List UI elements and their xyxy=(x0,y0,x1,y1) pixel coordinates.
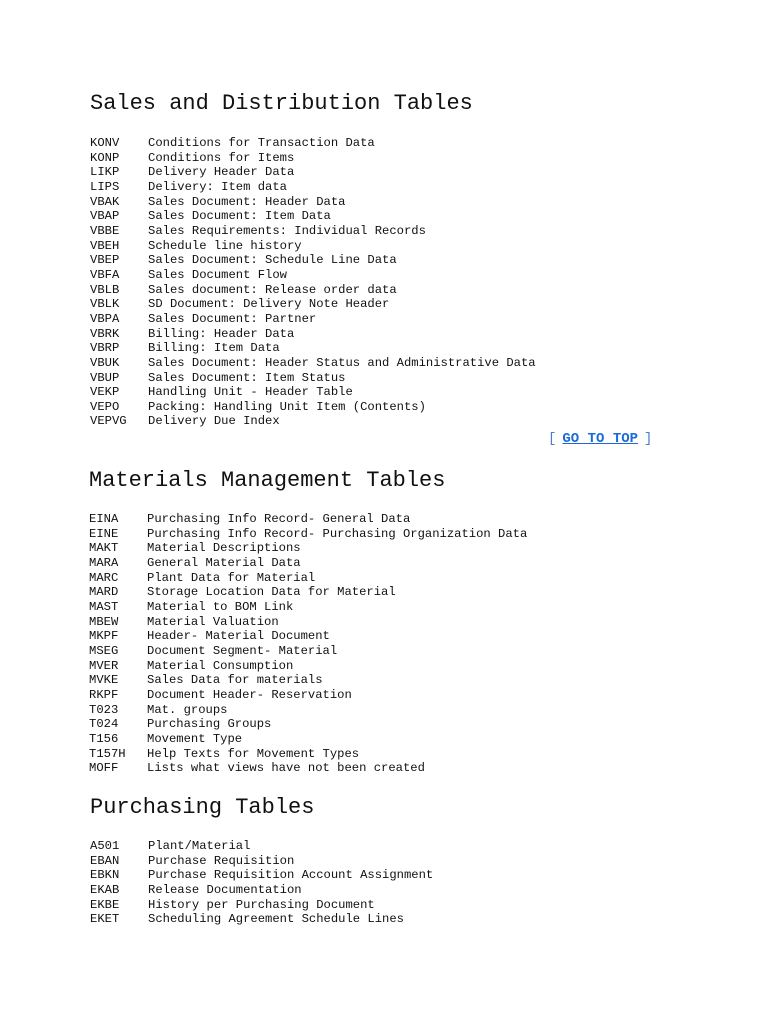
table-row xyxy=(90,854,690,869)
table-code: LIPS xyxy=(90,179,120,194)
table-row xyxy=(89,717,689,732)
bracket-open: [ xyxy=(548,431,557,447)
table-description: Sales document: Release order data xyxy=(148,282,397,297)
table-row xyxy=(89,629,689,644)
table-code: EINE xyxy=(89,526,119,541)
table-description: Document Header- Reservation xyxy=(147,687,352,702)
table-code: MARA xyxy=(89,555,119,570)
table-description: Sales Document: Item Data xyxy=(148,209,331,224)
table-code: EBAN xyxy=(90,853,120,868)
table-description: Sales Document Flow xyxy=(148,267,287,282)
table-description: Purchase Requisition Account Assignment xyxy=(148,868,434,883)
table-description: Material to BOM Link xyxy=(147,599,294,614)
table-description: Sales Document: Item Status xyxy=(148,370,346,385)
table-row xyxy=(89,541,689,556)
table-code: MAKT xyxy=(89,541,119,556)
table-description: Purchasing Info Record- General Data xyxy=(147,512,411,526)
sd-heading: Sales and Distribution Tables xyxy=(90,91,473,116)
table-row xyxy=(90,165,690,180)
table-description: Mat. groups xyxy=(147,702,228,717)
table-description: Plant/Material xyxy=(148,839,251,853)
table-description: Billing: Header Data xyxy=(148,326,295,341)
table-row xyxy=(89,512,689,527)
table-row xyxy=(90,839,690,854)
table-code: VBUK xyxy=(90,355,120,370)
table-description: Material Valuation xyxy=(147,614,279,629)
table-code: RKPF xyxy=(89,687,119,702)
table-description: General Material Data xyxy=(147,555,301,570)
table-code: VBBE xyxy=(90,223,120,238)
table-row xyxy=(90,283,690,298)
table-code: VEKP xyxy=(90,385,120,400)
table-code: KONV xyxy=(90,136,120,150)
pur-table-list xyxy=(90,839,690,927)
table-description: Conditions for Items xyxy=(148,150,295,165)
table-code: VBLK xyxy=(90,297,120,312)
table-description: Purchase Requisition xyxy=(148,853,295,868)
table-row xyxy=(90,268,690,283)
table-code: VEPVG xyxy=(90,414,127,429)
table-code: VBEH xyxy=(90,238,120,253)
table-code: VBLB xyxy=(90,282,120,297)
sd-table-list xyxy=(90,136,690,429)
table-code: MAST xyxy=(89,599,119,614)
table-row xyxy=(89,600,689,615)
table-code: VBAP xyxy=(90,209,120,224)
table-code: KONP xyxy=(90,150,120,165)
table-code: VBPA xyxy=(90,311,120,326)
table-description: SD Document: Delivery Note Header xyxy=(148,297,390,312)
table-description: Delivery Header Data xyxy=(148,165,295,180)
table-row xyxy=(89,688,689,703)
table-code: MSEG xyxy=(89,643,119,658)
go-to-top-nav xyxy=(548,430,652,448)
table-description: Billing: Item Data xyxy=(148,341,280,356)
table-code: A501 xyxy=(90,839,120,853)
table-description: Document Segment- Material xyxy=(147,643,338,658)
table-row xyxy=(89,527,689,542)
table-row xyxy=(90,898,690,913)
table-row xyxy=(90,341,690,356)
table-code: T156 xyxy=(89,731,119,746)
table-row xyxy=(90,297,690,312)
table-code: LIKP xyxy=(90,165,120,180)
table-row xyxy=(90,209,690,224)
table-code: T023 xyxy=(89,702,119,717)
table-row xyxy=(89,673,689,688)
mm-section xyxy=(89,467,689,776)
table-description: Plant Data for Material xyxy=(147,570,316,585)
table-row xyxy=(89,747,689,762)
table-row xyxy=(89,659,689,674)
table-description: Sales Document: Partner xyxy=(148,311,317,326)
table-description: Sales Document: Header Status and Administrative Data xyxy=(148,355,536,370)
table-code: VBRK xyxy=(90,326,120,341)
table-description: Sales Data for materials xyxy=(147,673,323,688)
table-row xyxy=(89,703,689,718)
table-row xyxy=(90,371,690,386)
table-row xyxy=(90,239,690,254)
table-row xyxy=(90,356,690,371)
table-row xyxy=(90,136,690,151)
table-description: Sales Requirements: Individual Records xyxy=(148,223,426,238)
table-row xyxy=(90,224,690,239)
table-row xyxy=(89,571,689,586)
pur-heading: Purchasing Tables xyxy=(90,795,315,820)
table-description: Purchasing Info Record- Purchasing Organization Data xyxy=(147,526,528,541)
table-row xyxy=(90,385,690,400)
table-description: Storage Location Data for Material xyxy=(147,585,396,600)
table-row xyxy=(90,883,690,898)
table-row xyxy=(89,556,689,571)
table-code: VBRP xyxy=(90,341,120,356)
table-row xyxy=(89,615,689,630)
table-description: Schedule line history xyxy=(148,238,302,253)
pur-section xyxy=(90,794,690,927)
table-description: Header- Material Document xyxy=(147,629,330,644)
table-row xyxy=(90,195,690,210)
table-code: T157H xyxy=(89,746,126,761)
mm-heading: Materials Management Tables xyxy=(89,468,446,493)
table-row xyxy=(90,312,690,327)
table-description: Delivery Due Index xyxy=(148,414,280,429)
table-code: MOFF xyxy=(89,761,119,776)
table-code: MKPF xyxy=(89,629,119,644)
table-code: MVKE xyxy=(89,673,119,688)
table-description: Sales Document: Schedule Line Data xyxy=(148,253,397,268)
table-code: T024 xyxy=(89,717,119,732)
table-description: Lists what views have not been created xyxy=(147,761,425,776)
table-row xyxy=(89,761,689,776)
table-row xyxy=(90,912,690,927)
table-code: VBFA xyxy=(90,267,120,282)
table-code: VBUP xyxy=(90,370,120,385)
table-description: Delivery: Item data xyxy=(148,179,287,194)
table-code: MBEW xyxy=(89,614,119,629)
table-row xyxy=(90,253,690,268)
bracket-close: ] xyxy=(644,431,653,447)
table-row xyxy=(90,327,690,342)
table-description: Scheduling Agreement Schedule Lines xyxy=(148,912,404,927)
table-description: Purchasing Groups xyxy=(147,717,272,732)
go-to-top-link[interactable]: GO TO TOP xyxy=(562,431,639,447)
table-code: VBAK xyxy=(90,194,120,209)
table-description: Conditions for Transaction Data xyxy=(148,136,375,150)
table-row xyxy=(89,732,689,747)
table-row xyxy=(89,585,689,600)
table-code: MVER xyxy=(89,658,119,673)
table-description: Help Texts for Movement Types xyxy=(147,746,360,761)
table-code: EKAB xyxy=(90,882,120,897)
table-code: EINA xyxy=(89,512,119,526)
table-description: Handling Unit - Header Table xyxy=(148,385,353,400)
table-row xyxy=(90,868,690,883)
table-code: VEPO xyxy=(90,399,120,414)
table-description: History per Purchasing Document xyxy=(148,897,375,912)
table-description: Material Descriptions xyxy=(147,541,301,556)
table-row xyxy=(89,644,689,659)
table-row xyxy=(90,400,690,415)
sd-section xyxy=(90,90,690,429)
table-code: VBEP xyxy=(90,253,120,268)
table-description: Release Documentation xyxy=(148,882,302,897)
table-description: Sales Document: Header Data xyxy=(148,194,346,209)
table-row xyxy=(90,180,690,195)
table-row xyxy=(90,414,690,429)
table-code: EKBE xyxy=(90,897,120,912)
table-code: MARD xyxy=(89,585,119,600)
table-description: Packing: Handling Unit Item (Contents) xyxy=(148,399,426,414)
table-code: EBKN xyxy=(90,868,120,883)
mm-table-list xyxy=(89,512,689,776)
table-code: MARC xyxy=(89,570,119,585)
table-description: Material Consumption xyxy=(147,658,294,673)
table-row xyxy=(90,151,690,166)
table-code: EKET xyxy=(90,912,120,927)
table-description: Movement Type xyxy=(147,731,243,746)
